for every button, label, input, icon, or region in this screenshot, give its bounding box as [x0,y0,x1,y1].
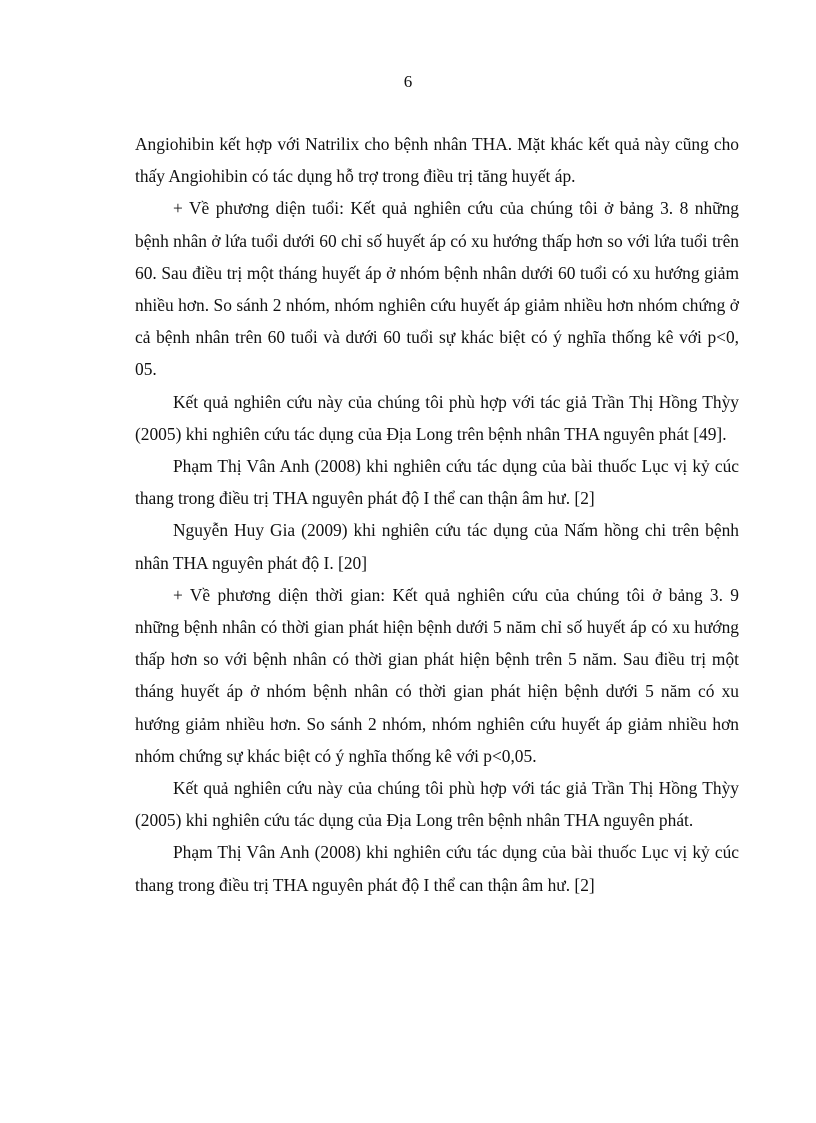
paragraph-nguyen-huy-gia: Nguyễn Huy Gia (2009) khi nghiên cứu tác dụng của Nấm hồng chi trên bệnh nhân THA nguyên phát độ I. [20] [135,520,739,573]
paragraph-tran-thi-hong-thuy-2: Kết quả nghiên cứu này của chúng tôi phù hợp với tác giả Trần Thị Hồng Thỳy (2005) khi nghiên cứu tác dụng của Địa Long trên bệnh nhân THA nguyên phát. [135,778,739,831]
paragraph-pham-thi-van-anh: Phạm Thị Vân Anh (2008) khi nghiên cứu tác dụng của bài thuốc Lục vị kỷ cúc thang trong điều trị THA nguyên phát độ I thể can thận âm hư. [2] [135,456,739,509]
paragraph-tran-thi-hong-thuy: Kết quả nghiên cứu này của chúng tôi phù hợp với tác giả Trần Thị Hồng Thỳy (2005) khi nghiên cứu tác dụng của Địa Long trên bệnh nhân THA nguyên phát [49]. [135,391,739,444]
paragraph-pham-thi-van-anh-2: Phạm Thị Vân Anh (2008) khi nghiên cứu tác dụng của bài thuốc Lục vị kỷ cúc thang trong điều trị THA nguyên phát độ I thể can thận âm hư. [2] [135,842,739,895]
page-number: 6 [403,72,413,91]
paragraph-age-analysis: + Về phương diện tuổi: Kết quả nghiên cứu của chúng tôi ở bảng 3. 8 những bệnh nhân ở lứa tuổi dưới 60 chỉ số huyết áp có xu hướng thấp hơn so với lứa tuổi trên 60. Sau điều trị một tháng huyết áp ở nhóm bệnh nhân dưới 60 tuổi có xu hướng giảm nhiều hơn. So sánh 2 nhóm, nhóm nghiên cứu huyết áp giảm nhiều hơn nhóm chứng ở cả bệnh nhân trên 60 tuổi và dưới 60 tuổi sự khác biệt có ý nghĩa thống kê với p<0, 05. [135,198,739,380]
document-body [135,128,739,901]
paragraph-time-analysis: + Về phương diện thời gian: Kết quả nghiên cứu của chúng tôi ở bảng 3. 9 những bệnh nhân có thời gian phát hiện bệnh dưới 5 năm chỉ số huyết áp có xu hướng thấp hơn so với bệnh nhân có thời gian phát hiện bệnh trên 5 năm. Sau điều trị một tháng huyết áp ở nhóm bệnh nhân có thời gian phát hiện bệnh dưới 5 năm có xu hướng giảm nhiều hơn. So sánh 2 nhóm, nhóm nghiên cứu huyết áp giảm nhiều hơn nhóm chứng sự khác biệt có ý nghĩa thống kê với p<0,05. [135,584,739,766]
paragraph-continuation: Angiohibin kết hợp với Natrilix cho bệnh nhân THA. Mặt khác kết quả này cũng cho thấy Angiohibin có tác dụng hỗ trợ trong điều trị tăng huyết áp. [135,134,739,187]
